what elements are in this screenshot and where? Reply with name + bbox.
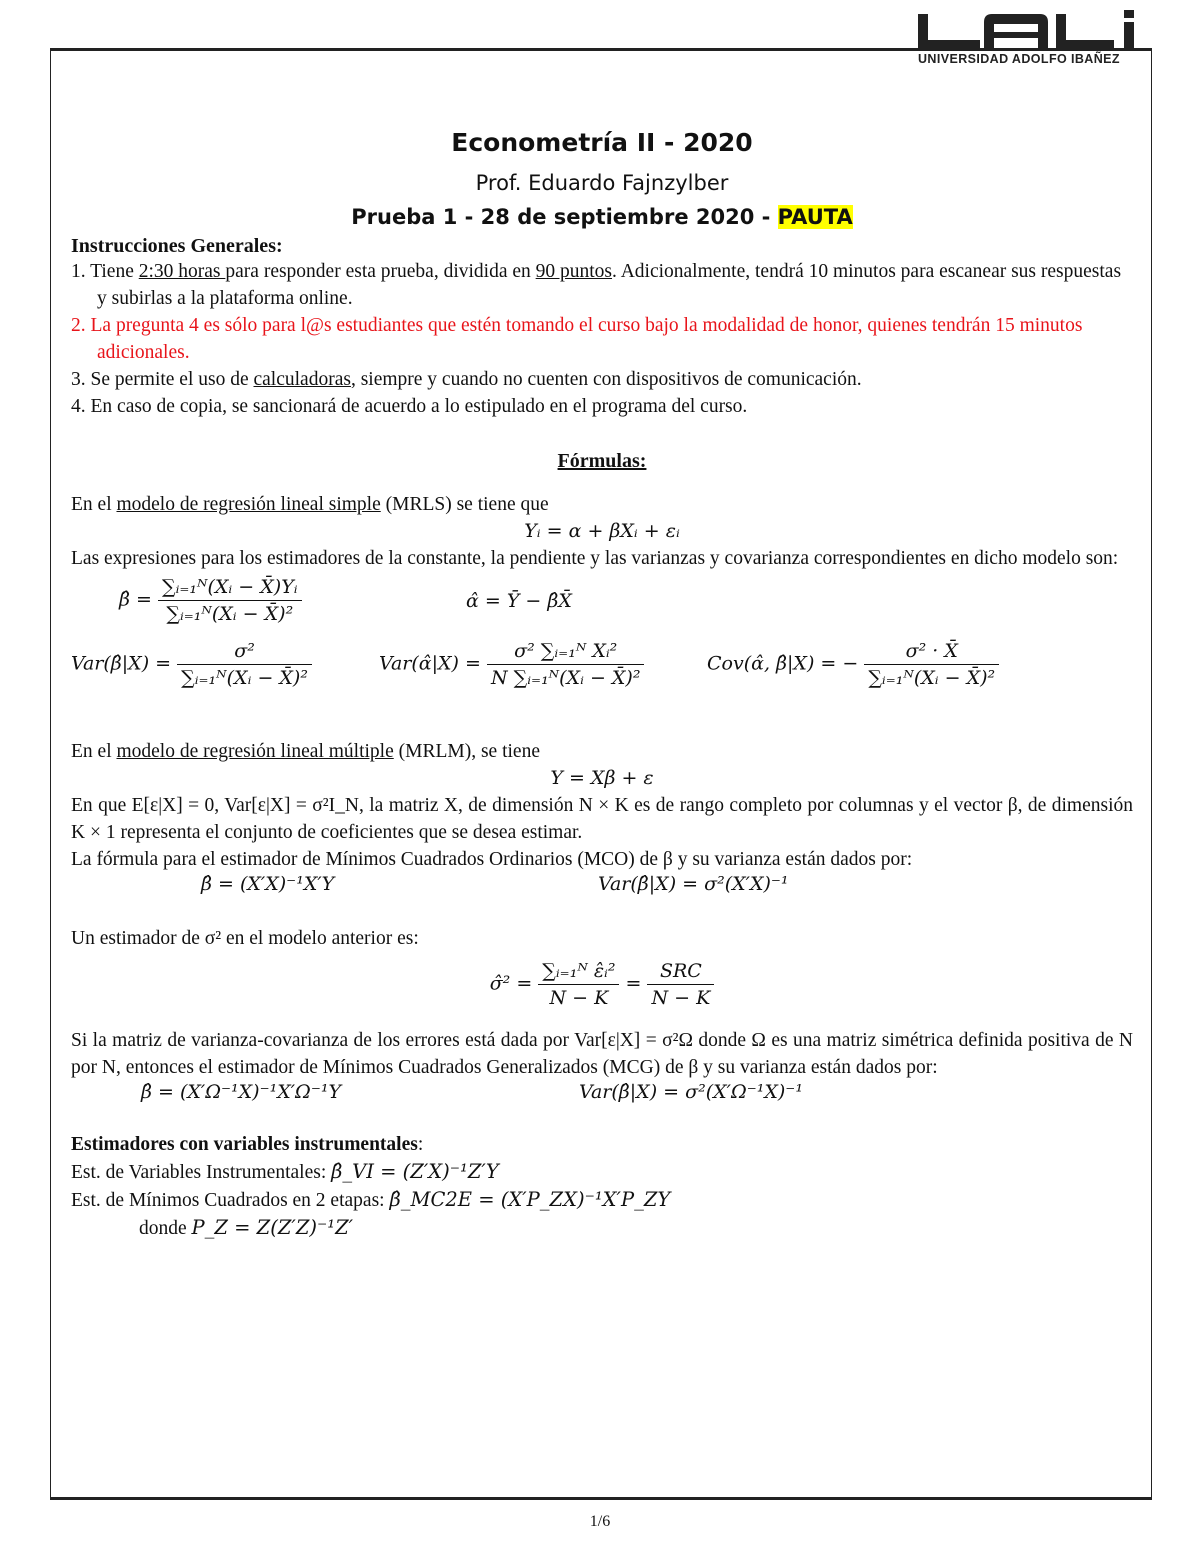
var-beta-formula: Var(β̂|X) = $\frac{\text{σ²}}{\text{∑ᵢ₌₁ᴺ(Xᵢ − X̄)²}}$: [71, 640, 312, 689]
professor-name: Prof. Eduardo Fajnzylber: [475, 171, 729, 195]
beta-hat-formula: β̂ = $\frac{\text{∑ᵢ₌₁ᴺ(Xᵢ − X̄)Yᵢ}}{\text{∑ᵢ₌₁ᴺ(Xᵢ − X̄)²}}$: [119, 576, 302, 625]
instruction-item-2: 2. La pregunta 4 es sólo para l@s estudiantes que estén tomando el curso bajo la modalidad de honor, quienes tendrán 15 minutos adicionales.: [71, 315, 1083, 363]
mrlm-intro: En el modelo de regresión lineal múltiple (MRLM), se tiene: [71, 741, 540, 762]
exam-prefix: Prueba 1 - 28 de septiembre 2020 -: [351, 205, 778, 229]
var-alpha-formula: Var(α̂|X) = $\frac{\text{σ² ∑ᵢ₌₁ᴺ Xᵢ²}}{\text{N ∑ᵢ₌₁ᴺ(Xᵢ − X̄)²}}$: [379, 640, 644, 689]
formulas-heading: Fórmulas:: [557, 450, 647, 472]
page-title: Econometría II - 2020: [451, 128, 753, 157]
alpha-hat-formula: α̂ = Ȳ − β̂X̄: [466, 590, 572, 612]
logo-text: UNIVERSIDAD ADOLFO IBAÑEZ: [918, 52, 1120, 66]
iv-line-2: Est. de Mínimos Cuadrados en 2 etapas: β̂_MC2E = (X′P_ZX)⁻¹X′P_ZY: [71, 1188, 671, 1211]
iv-line-3: donde P_Z = Z(Z′Z)⁻¹Z′: [139, 1216, 354, 1239]
mcg-formulas: [71, 1081, 1133, 1109]
mrlm-equation: Y = Xβ + ε: [550, 767, 654, 789]
instructions-heading: Instrucciones Generales:: [71, 235, 283, 257]
sigma-description: Un estimador de σ² en el modelo anterior es:: [71, 928, 419, 949]
mco-formulas: [71, 873, 1133, 901]
mcg-description: Si la matriz de varianza-covarianza de los errores está dada por Var[ε|X] = σ²Ω donde Ω es una matriz simétrica definida positiva de N por N, entonces el estimador de Mínimos Cuadrados Generalizados (MCG) de β y su varianza están dados por:: [71, 1030, 1133, 1078]
mcg-var-formula: Var(β̂|X) = σ²(X′Ω⁻¹X)⁻¹: [579, 1081, 803, 1103]
mco-beta-formula: β̂ = (X′X)⁻¹X′Y: [201, 873, 335, 895]
iv-heading: Estimadores con variables instrumentales:: [71, 1134, 424, 1155]
mrls-intro: En el modelo de regresión lineal simple (MRLS) se tiene que: [71, 494, 549, 515]
mcg-beta-formula: β̂ = (X′Ω⁻¹X)⁻¹X′Ω⁻¹Y: [141, 1081, 342, 1103]
instruction-item-3: 3. Se permite el uso de calculadoras, siempre y cuando no cuenten con dispositivos de comunicación.: [71, 369, 862, 390]
page-number: 1/6: [589, 1513, 611, 1530]
mrls-equation: Yᵢ = α + βXᵢ + εᵢ: [524, 520, 680, 542]
document-body: [71, 128, 1133, 1242]
mrls-estimators: [71, 576, 1133, 716]
mco-var-formula: Var(β̂|X) = σ²(X′X)⁻¹: [598, 873, 789, 895]
mrls-description: Las expresiones para los estimadores de la constante, la pendiente y las varianzas y covarianza correspondientes en dicho modelo son:: [71, 548, 1119, 569]
instruction-item-1: 1. Tiene 2:30 horas para responder esta prueba, dividida en 90 puntos. Adicionalmente, tendrá 10 minutos para escanear sus respuestas y subirlas a la plataforma online.: [71, 261, 1122, 309]
exam-heading: [71, 205, 1133, 229]
mco-description: La fórmula para el estimador de Mínimos Cuadrados Ordinarios (MCO) de β y su varianza están dados por:: [71, 849, 913, 870]
iv-line-1: Est. de Variables Instrumentales: β̂_VI = (Z′X)⁻¹Z′Y: [71, 1160, 499, 1183]
instruction-item-4: 4. En caso de copia, se sancionará de acuerdo a lo estipulado en el programa del curso.: [71, 396, 748, 417]
cov-formula: Cov(α̂, β̂|X) = − $\frac{\text{σ² · X̄}}{\text{∑ᵢ₌₁ᴺ(Xᵢ − X̄)²}}$: [707, 640, 999, 689]
mrlm-conditions: En que E[ε|X] = 0, Var[ε|X] = σ²I_N, la matriz X, de dimensión N × K es de rango completo por columnas y el vector β, de dimensión K × 1 representa el conjunto de coeficientes que se desea estimar.: [71, 795, 1133, 843]
sigma-formula: σ̂² = $\frac{\text{∑ᵢ₌₁ᴺ ε̂ᵢ²}}{N - K}$ = $\frac{\text{SRC}}{N - K}$: [71, 960, 1133, 1009]
pauta-badge: PAUTA: [777, 205, 853, 229]
